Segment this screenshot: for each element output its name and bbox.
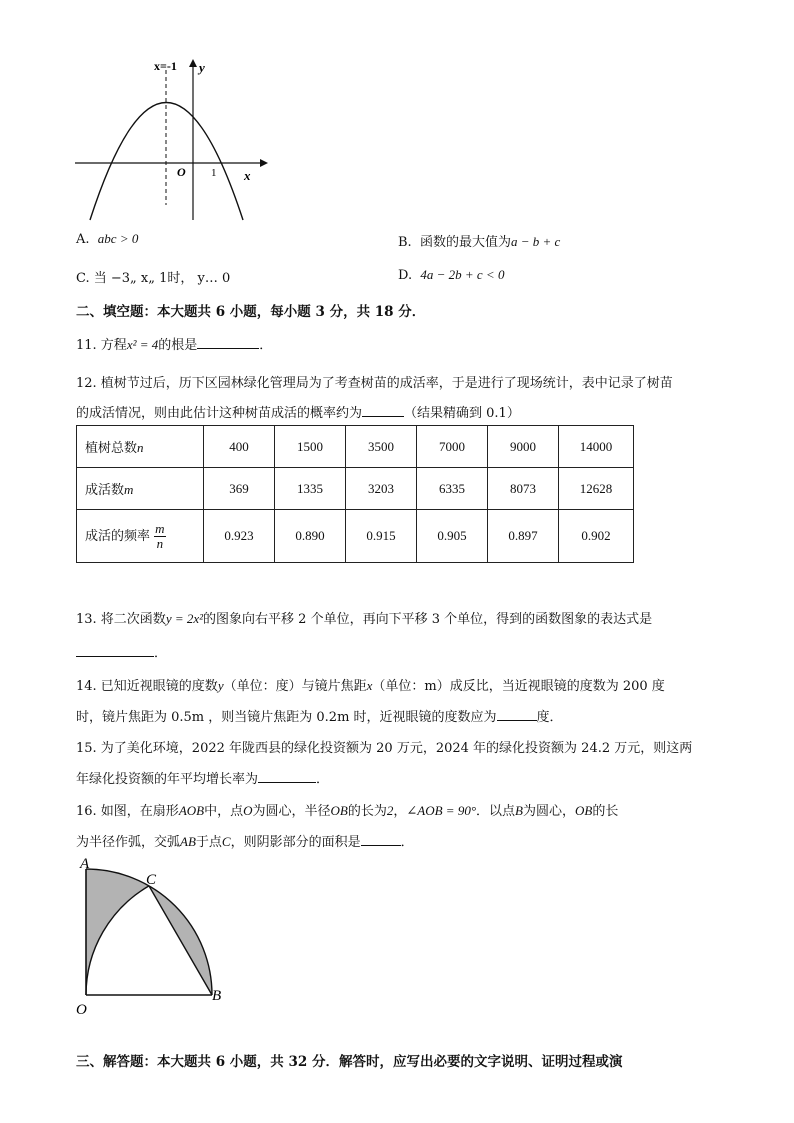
table-cell: 1500: [275, 426, 346, 468]
q13-suffix: 的图象向右平移 2 个单位，再向下平移 3 个单位，得到的函数图象的表达式是: [203, 612, 653, 627]
origin-label: O: [177, 165, 186, 179]
q11-expr: x² = 4: [126, 337, 159, 352]
shaded-region-left: [86, 869, 149, 995]
q14-line2-a: 时，镜片焦距为 0.5m ，则当镜片焦距为 0.2m 时，近视眼镜的度数应为: [76, 710, 497, 725]
q16-answer-blank[interactable]: [361, 833, 401, 846]
q14-line1-a: 14. 已知近视眼镜的度数: [76, 679, 218, 694]
question-11: [76, 334, 272, 353]
row-label-survived: 成活数m: [77, 468, 204, 510]
q13-end: ．: [154, 646, 168, 661]
option-d-expr: 4a − 2b + c < 0: [420, 267, 505, 282]
sector-figure: [70, 852, 240, 1022]
q16-line1: 16. 如图，在扇形AOB中，点O为圆心，半径OB的长为2，∠AOB = 90°．以点B为圆心，OB的长: [76, 803, 619, 819]
row-label-total: 植树总数n: [77, 426, 204, 468]
table-row: [77, 510, 634, 563]
table-cell: 0.915: [346, 510, 417, 563]
table-cell: 0.902: [559, 510, 634, 563]
label-o: O: [76, 1002, 87, 1018]
table-cell: 0.923: [204, 510, 275, 563]
q14-line2-b: 度．: [536, 710, 563, 725]
table-cell: 400: [204, 426, 275, 468]
q14-line1-b: （单位：度）与镜片焦距: [223, 679, 367, 694]
table-row: [77, 468, 634, 510]
q15-line2-a: 年绿化投资额的年平均增长率为: [76, 772, 259, 787]
q13-answer-blank[interactable]: [76, 644, 154, 657]
q14-line2: [76, 706, 563, 725]
table-row: [77, 426, 634, 468]
q14-line1: [76, 675, 665, 694]
q13-line2: [76, 642, 167, 661]
q13-prefix: 13. 将二次函数: [76, 612, 166, 627]
q14-answer-blank[interactable]: [497, 708, 537, 721]
q15-line2-b: ．: [316, 772, 330, 787]
y-axis-arrow: [189, 59, 197, 67]
table-cell: 0.897: [488, 510, 559, 563]
section3-heading: 三、解答题：本大题共 6 小题，共 32 分．解答时，应写出必要的文字说明、证明过程或演: [76, 1054, 623, 1070]
option-c-text: 当 −3„ x„ 1时， y… 0: [93, 271, 231, 286]
label-c: C: [146, 872, 157, 888]
option-c-letter: C.: [76, 271, 90, 286]
q12-line2: [76, 402, 520, 421]
table-cell: 3203: [346, 468, 417, 510]
table-cell: 12628: [559, 468, 634, 510]
q11-suffix: 的根是: [158, 338, 198, 353]
q15-line2: [76, 768, 329, 787]
q12-line2-a: 的成活情况，则由此估计这种树苗成活的概率约为: [76, 406, 363, 421]
q14-line1-c: （单位：m）成反比，当近视眼镜的度数为 200 度: [372, 679, 665, 694]
seedling-table: [76, 425, 634, 563]
option-b-expr: a − b + c: [510, 234, 561, 249]
row-label-frequency: 成活的频率 $\frac{m}{n}$: [77, 510, 204, 563]
option-a-letter: A.: [76, 232, 90, 247]
x-axis-label: x: [244, 168, 251, 183]
q16-line2: 为半径作弧，交弧AB于点C，则阴影部分的面积是 ．: [76, 834, 414, 850]
option-b[interactable]: [398, 231, 560, 250]
table-cell: 1335: [275, 468, 346, 510]
q12-line2-b: （结果精确到 0.1）: [404, 406, 520, 421]
table-cell: 0.905: [417, 510, 488, 563]
option-b-text: 函数的最大值为: [419, 235, 511, 250]
chord-cb: [149, 886, 212, 995]
q12-line1: 12. 植树节过后，历下区园林绿化管理局为了考查树苗的成活率，于是进行了现场统计，表中记录了树苗: [76, 376, 673, 391]
q11-end: ．: [259, 338, 273, 353]
option-d[interactable]: [398, 267, 504, 283]
q13-expr: y = 2x²: [165, 611, 204, 626]
table-cell: 8073: [488, 468, 559, 510]
label-b: B: [212, 988, 222, 1004]
x-axis-arrow: [260, 159, 268, 167]
q11-prefix: 11. 方程: [76, 338, 127, 353]
m-over-n-fraction: $\frac{m}{n}$: [155, 520, 165, 551]
table-cell: 7000: [417, 426, 488, 468]
option-d-letter: D.: [398, 268, 413, 283]
q14-var-x: x: [366, 678, 373, 693]
question-13: [76, 608, 652, 627]
option-c[interactable]: [76, 267, 230, 286]
y-axis-label: y: [199, 60, 205, 75]
section2-heading: 二、填空题：本大题共 6 小题，每小题 3 分，共 18 分．: [76, 304, 426, 320]
table-cell: 6335: [417, 468, 488, 510]
one-label: 1: [211, 167, 217, 179]
q15-answer-blank[interactable]: [258, 770, 316, 783]
option-b-letter: B.: [398, 235, 412, 250]
parabola-figure: [60, 55, 280, 230]
option-a-expr: abc > 0: [97, 231, 139, 246]
table-cell: 9000: [488, 426, 559, 468]
q12-answer-blank[interactable]: [362, 404, 404, 417]
option-a[interactable]: [76, 231, 138, 247]
table-cell: 369: [204, 468, 275, 510]
table-cell: 0.890: [275, 510, 346, 563]
q15-line1: 15. 为了美化环境，2022 年陇西县的绿化投资额为 20 万元，2024 年的绿化投资额为 24.2 万元，则这两: [76, 741, 693, 756]
q11-answer-blank[interactable]: [197, 336, 259, 349]
table-cell: 3500: [346, 426, 417, 468]
table-cell: 14000: [559, 426, 634, 468]
q14-var-y: y: [217, 678, 224, 693]
symmetry-label: x=-1: [154, 59, 177, 73]
label-a: A: [80, 856, 90, 872]
